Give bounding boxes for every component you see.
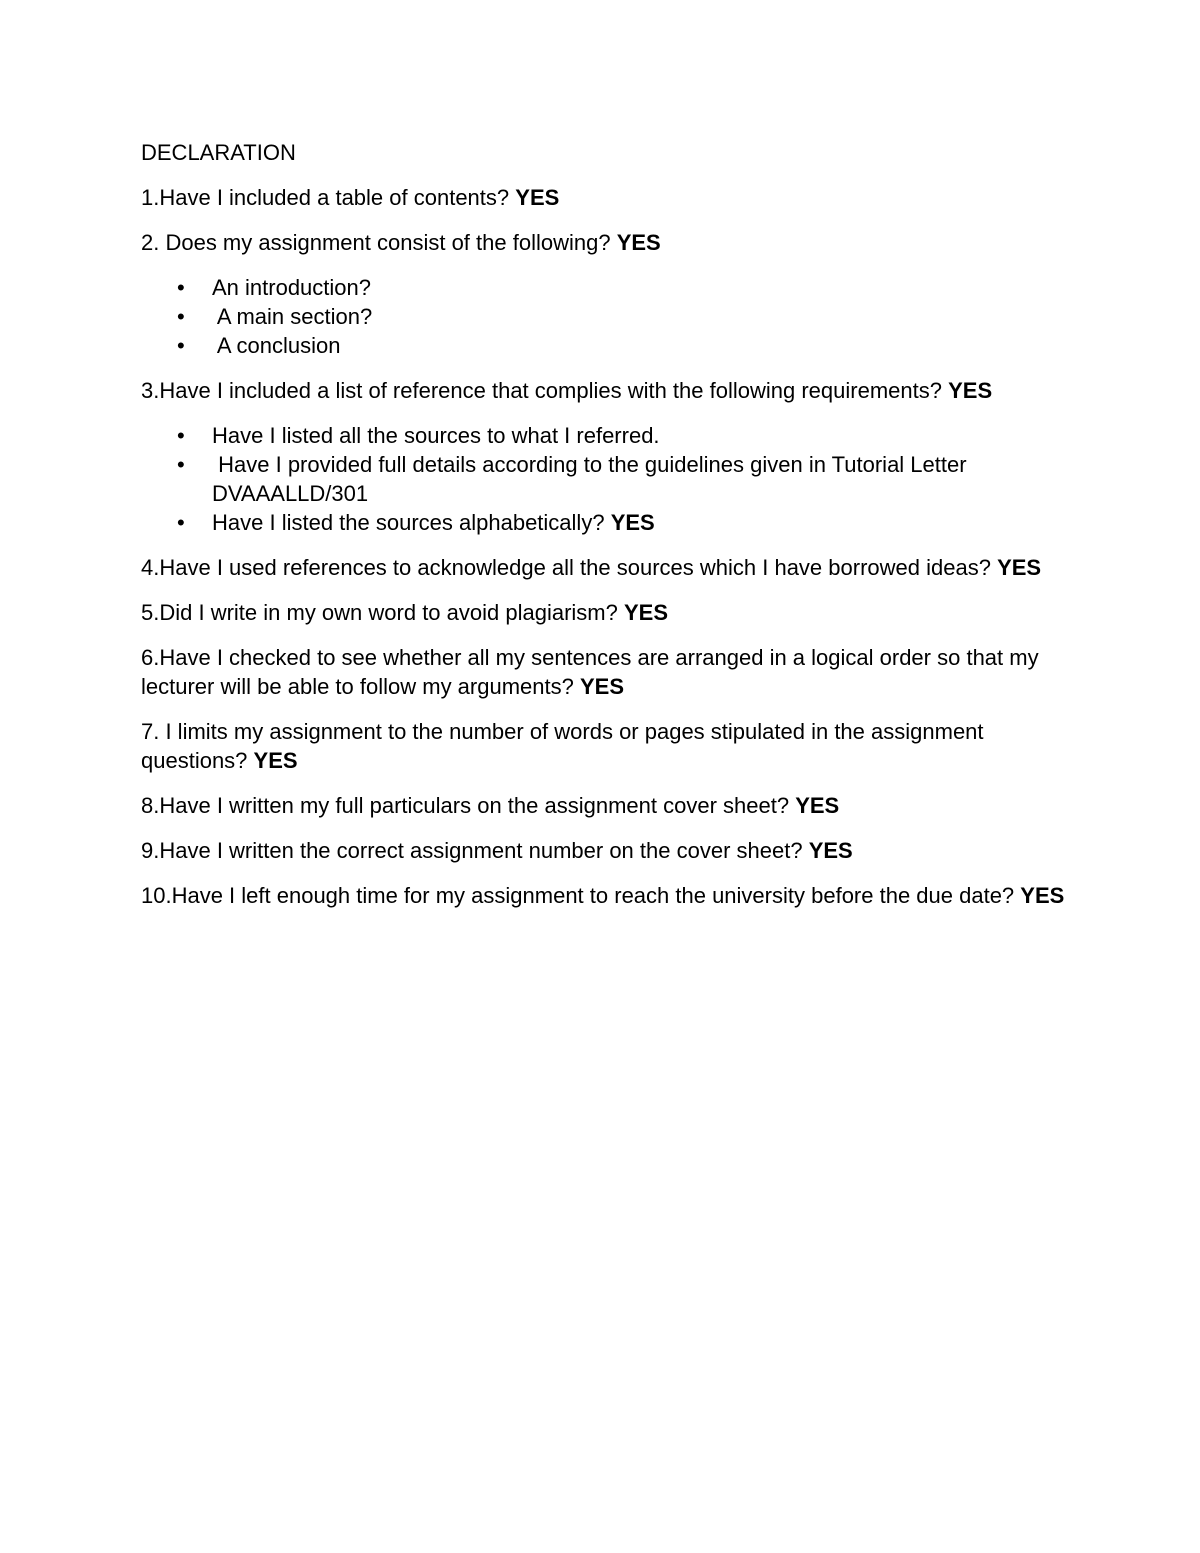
list-item xyxy=(141,508,1071,537)
question-text: 6.Have I checked to see whether all my sentences are arranged in a logical order so that my lecturer will be able to follow my arguments? xyxy=(141,645,1039,699)
list-item xyxy=(141,450,1071,508)
question-7 xyxy=(141,717,1071,775)
question-text: 1.Have I included a table of contents? xyxy=(141,185,510,210)
answer-yes: YES xyxy=(515,185,560,210)
answer-yes: YES xyxy=(253,748,298,773)
document-body xyxy=(141,138,1071,926)
answer-yes: YES xyxy=(1020,883,1065,908)
list-item xyxy=(141,302,1071,331)
question-text: 7. I limits my assignment to the number of words or pages stipulated in the assignment questions? xyxy=(141,719,984,773)
answer-yes: YES xyxy=(948,378,993,403)
question-8 xyxy=(141,791,1071,820)
question-text: 9.Have I written the correct assignment number on the cover sheet? xyxy=(141,838,803,863)
bullet-icon: • xyxy=(177,510,185,535)
bullet-icon: • xyxy=(177,304,185,329)
question-text: 2. Does my assignment consist of the following? xyxy=(141,230,611,255)
list-item-text: A main section? xyxy=(212,304,373,329)
document-title: DECLARATION xyxy=(141,140,296,165)
list-item-text: A conclusion xyxy=(212,333,341,358)
bullet-icon: • xyxy=(177,452,185,477)
question-10 xyxy=(141,881,1071,910)
answer-yes: YES xyxy=(579,674,625,699)
answer-yes: YES xyxy=(623,600,669,625)
answer-yes: YES xyxy=(795,793,840,818)
question-3 xyxy=(141,376,1071,405)
question-text: 4.Have I used references to acknowledge all the sources which I have borrowed ideas? xyxy=(141,555,991,580)
question-text: 10.Have I left enough time for my assignment to reach the university before the due date? xyxy=(141,883,1015,908)
list-item xyxy=(141,331,1071,360)
question-2 xyxy=(141,228,1071,257)
answer-yes: YES xyxy=(610,510,655,535)
bullet-icon: • xyxy=(177,275,185,300)
list-item-text: Have I listed all the sources to what I referred. xyxy=(212,423,660,448)
answer-yes: YES xyxy=(616,230,661,255)
question-6 xyxy=(141,643,1071,701)
list-item xyxy=(141,421,1071,450)
question-1 xyxy=(141,183,1071,212)
answer-yes: YES xyxy=(997,555,1042,580)
question-9 xyxy=(141,836,1071,865)
question-3-list xyxy=(141,421,1071,537)
question-text: 8.Have I written my full particulars on the assignment cover sheet? xyxy=(141,793,790,818)
answer-yes: YES xyxy=(808,838,853,863)
question-4 xyxy=(141,553,1071,582)
list-item-text: Have I provided full details according to the guidelines given in Tutorial Letter DVAAALLD/301 xyxy=(212,452,973,506)
question-text: 5.Did I write in my own word to avoid plagiarism? xyxy=(141,600,618,625)
list-item xyxy=(141,273,1071,302)
question-2-list xyxy=(141,273,1071,360)
list-item-text: Have I listed the sources alphabetically? xyxy=(212,510,605,535)
bullet-icon: • xyxy=(177,333,185,358)
question-text: 3.Have I included a list of reference that complies with the following requirements? xyxy=(141,378,942,403)
list-item-text: An introduction? xyxy=(212,275,371,300)
bullet-icon: • xyxy=(177,423,185,448)
question-5 xyxy=(141,598,1071,627)
